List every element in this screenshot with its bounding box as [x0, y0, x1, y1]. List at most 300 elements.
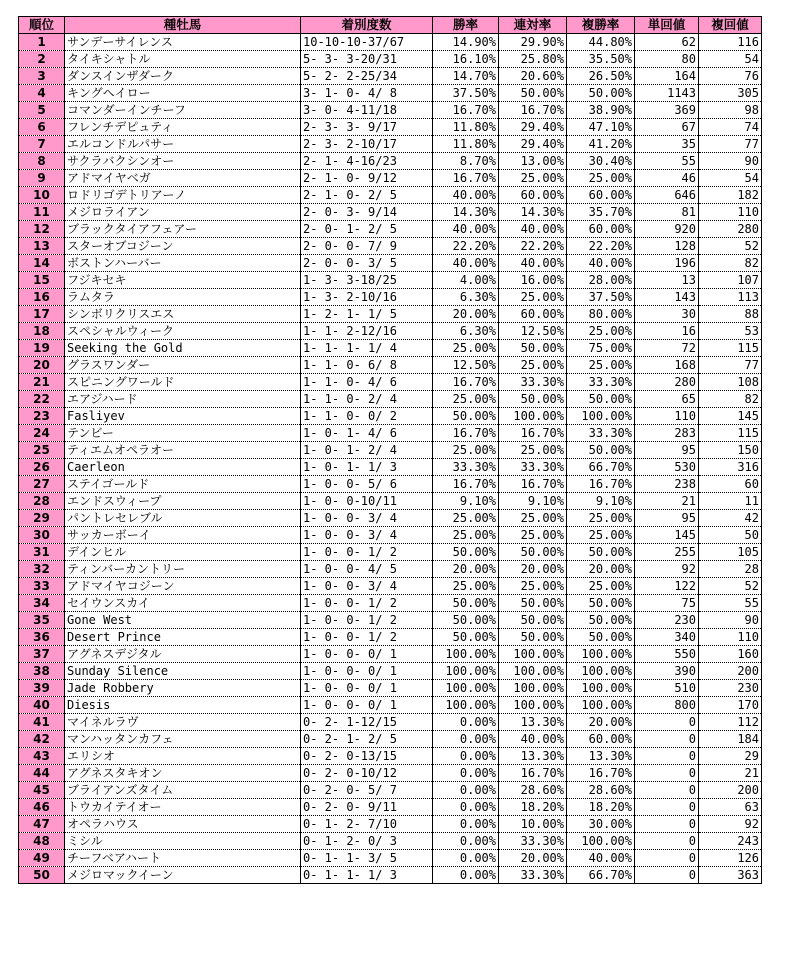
quinella-rate-cell: 33.30% [499, 459, 567, 476]
header-row [19, 17, 762, 34]
record-cell: 1- 0- 0- 1/ 2 [301, 629, 433, 646]
record-cell: 1- 1- 2-12/16 [301, 323, 433, 340]
show-rate-cell: 50.00% [567, 612, 635, 629]
sire-name-cell: マンハッタンカフェ [65, 731, 301, 748]
win-return-cell: 390 [635, 663, 699, 680]
win-return-cell: 46 [635, 170, 699, 187]
table-row [19, 340, 762, 357]
sire-name-cell: Seeking the Gold [65, 340, 301, 357]
win-return-cell: 369 [635, 102, 699, 119]
show-return-cell: 29 [699, 748, 762, 765]
win-rate-cell: 20.00% [433, 561, 499, 578]
show-rate-cell: 40.00% [567, 850, 635, 867]
win-rate-cell: 4.00% [433, 272, 499, 289]
show-return-cell: 82 [699, 255, 762, 272]
win-rate-cell: 6.30% [433, 323, 499, 340]
win-return-cell: 0 [635, 833, 699, 850]
show-return-cell: 243 [699, 833, 762, 850]
quinella-rate-cell: 100.00% [499, 663, 567, 680]
show-return-cell: 90 [699, 153, 762, 170]
sire-name-cell: アグネスタキオン [65, 765, 301, 782]
record-cell: 1- 1- 0- 0/ 2 [301, 408, 433, 425]
rank-cell: 18 [19, 323, 65, 340]
table-row [19, 544, 762, 561]
sire-name-cell: エルコンドルパサー [65, 136, 301, 153]
show-rate-cell: 22.20% [567, 238, 635, 255]
record-cell: 3- 0- 4-11/18 [301, 102, 433, 119]
show-rate-cell: 100.00% [567, 408, 635, 425]
rank-cell: 2 [19, 51, 65, 68]
show-return-cell: 184 [699, 731, 762, 748]
sire-name-cell: エンドスウィープ [65, 493, 301, 510]
sire-name-cell: フレンチデピュティ [65, 119, 301, 136]
show-return-cell: 363 [699, 867, 762, 884]
quinella-rate-cell: 33.30% [499, 867, 567, 884]
table-row [19, 459, 762, 476]
win-return-cell: 280 [635, 374, 699, 391]
win-return-cell: 62 [635, 34, 699, 51]
table-row [19, 833, 762, 850]
win-return-cell: 238 [635, 476, 699, 493]
record-cell: 1- 1- 0- 4/ 6 [301, 374, 433, 391]
rank-cell: 40 [19, 697, 65, 714]
rank-cell: 4 [19, 85, 65, 102]
table-row [19, 408, 762, 425]
win-return-cell: 230 [635, 612, 699, 629]
rank-cell: 41 [19, 714, 65, 731]
win-rate-cell: 0.00% [433, 748, 499, 765]
show-rate-cell: 25.00% [567, 357, 635, 374]
show-rate-cell: 50.00% [567, 391, 635, 408]
quinella-rate-cell: 25.00% [499, 357, 567, 374]
sire-name-cell: Jade Robbery [65, 680, 301, 697]
show-return-cell: 126 [699, 850, 762, 867]
show-rate-cell: 80.00% [567, 306, 635, 323]
show-rate-cell: 33.30% [567, 425, 635, 442]
win-rate-cell: 11.80% [433, 136, 499, 153]
sire-name-cell: サクラバクシンオー [65, 153, 301, 170]
record-cell: 2- 3- 3- 9/17 [301, 119, 433, 136]
show-rate-cell: 50.00% [567, 85, 635, 102]
quinella-rate-cell: 13.30% [499, 714, 567, 731]
rank-cell: 43 [19, 748, 65, 765]
record-cell: 2- 0- 0- 3/ 5 [301, 255, 433, 272]
sire-name-cell: Sunday Silence [65, 663, 301, 680]
show-return-cell: 77 [699, 136, 762, 153]
show-return-cell: 200 [699, 663, 762, 680]
rank-cell: 23 [19, 408, 65, 425]
show-return-cell: 55 [699, 595, 762, 612]
record-cell: 1- 0- 0- 4/ 5 [301, 561, 433, 578]
table-row [19, 850, 762, 867]
show-return-cell: 280 [699, 221, 762, 238]
show-rate-cell: 18.20% [567, 799, 635, 816]
table-row [19, 867, 762, 884]
show-rate-cell: 100.00% [567, 646, 635, 663]
win-return-cell: 0 [635, 765, 699, 782]
rank-cell: 46 [19, 799, 65, 816]
quinella-rate-cell: 14.30% [499, 204, 567, 221]
show-return-cell: 107 [699, 272, 762, 289]
record-cell: 1- 1- 0- 2/ 4 [301, 391, 433, 408]
sire-name-cell: アドマイヤベガ [65, 170, 301, 187]
show-return-cell: 145 [699, 408, 762, 425]
sire-name-cell: テンビー [65, 425, 301, 442]
quinella-rate-cell: 20.60% [499, 68, 567, 85]
quinella-rate-cell: 100.00% [499, 408, 567, 425]
win-return-cell: 67 [635, 119, 699, 136]
record-cell: 1- 0- 1- 1/ 3 [301, 459, 433, 476]
show-return-cell: 316 [699, 459, 762, 476]
table-row [19, 578, 762, 595]
record-cell: 1- 0- 0- 0/ 1 [301, 680, 433, 697]
win-rate-cell: 6.30% [433, 289, 499, 306]
table-row [19, 493, 762, 510]
table-row [19, 612, 762, 629]
rank-cell: 22 [19, 391, 65, 408]
rank-cell: 24 [19, 425, 65, 442]
table-row [19, 119, 762, 136]
record-cell: 1- 0- 0- 5/ 6 [301, 476, 433, 493]
show-rate-cell: 100.00% [567, 833, 635, 850]
table-row [19, 306, 762, 323]
show-rate-cell: 50.00% [567, 442, 635, 459]
show-rate-cell: 13.30% [567, 748, 635, 765]
record-cell: 2- 0- 3- 9/14 [301, 204, 433, 221]
show-rate-cell: 41.20% [567, 136, 635, 153]
sire-name-cell: エリシオ [65, 748, 301, 765]
win-return-cell: 16 [635, 323, 699, 340]
show-rate-cell: 25.00% [567, 527, 635, 544]
quinella-rate-cell: 16.00% [499, 272, 567, 289]
rank-cell: 3 [19, 68, 65, 85]
rank-cell: 7 [19, 136, 65, 153]
show-return-cell: 54 [699, 51, 762, 68]
show-rate-cell: 66.70% [567, 459, 635, 476]
record-cell: 2- 0- 1- 2/ 5 [301, 221, 433, 238]
table-row [19, 714, 762, 731]
show-return-cell: 74 [699, 119, 762, 136]
show-rate-cell: 28.60% [567, 782, 635, 799]
win-rate-cell: 0.00% [433, 731, 499, 748]
rank-cell: 17 [19, 306, 65, 323]
rank-cell: 42 [19, 731, 65, 748]
win-return-cell: 0 [635, 850, 699, 867]
sire-name-cell: マイネルラヴ [65, 714, 301, 731]
win-rate-cell: 25.00% [433, 340, 499, 357]
sire-name-cell: メジロマックイーン [65, 867, 301, 884]
win-return-cell: 95 [635, 442, 699, 459]
win-rate-cell: 0.00% [433, 816, 499, 833]
sire-name-cell: ミシル [65, 833, 301, 850]
show-return-cell: 105 [699, 544, 762, 561]
quinella-rate-cell: 50.00% [499, 629, 567, 646]
rank-cell: 45 [19, 782, 65, 799]
win-rate-cell: 14.90% [433, 34, 499, 51]
quinella-rate-cell: 25.00% [499, 527, 567, 544]
show-rate-cell: 25.00% [567, 578, 635, 595]
record-cell: 10-10-10-37/67 [301, 34, 433, 51]
sire-name-cell: サンデーサイレンス [65, 34, 301, 51]
sire-name-cell: キングヘイロー [65, 85, 301, 102]
sire-name-cell: パントレセレブル [65, 510, 301, 527]
win-rate-cell: 50.00% [433, 612, 499, 629]
rank-cell: 20 [19, 357, 65, 374]
win-rate-cell: 14.30% [433, 204, 499, 221]
quinella-rate-cell: 50.00% [499, 391, 567, 408]
show-rate-cell: 30.00% [567, 816, 635, 833]
show-rate-cell: 25.00% [567, 170, 635, 187]
record-cell: 0- 2- 0-10/12 [301, 765, 433, 782]
header-show-rate: 複勝率 [567, 17, 635, 34]
show-rate-cell: 60.00% [567, 731, 635, 748]
win-return-cell: 0 [635, 816, 699, 833]
win-rate-cell: 40.00% [433, 221, 499, 238]
rank-cell: 25 [19, 442, 65, 459]
sire-name-cell: デインヒル [65, 544, 301, 561]
record-cell: 0- 1- 1- 3/ 5 [301, 850, 433, 867]
rank-cell: 6 [19, 119, 65, 136]
win-rate-cell: 14.70% [433, 68, 499, 85]
rank-cell: 26 [19, 459, 65, 476]
win-return-cell: 196 [635, 255, 699, 272]
win-return-cell: 81 [635, 204, 699, 221]
sire-name-cell: ティエムオペラオー [65, 442, 301, 459]
record-cell: 1- 0- 0- 0/ 1 [301, 646, 433, 663]
quinella-rate-cell: 40.00% [499, 255, 567, 272]
win-rate-cell: 25.00% [433, 527, 499, 544]
record-cell: 5- 2- 2-25/34 [301, 68, 433, 85]
show-rate-cell: 30.40% [567, 153, 635, 170]
show-return-cell: 90 [699, 612, 762, 629]
sire-name-cell: Caerleon [65, 459, 301, 476]
sire-name-cell: Gone West [65, 612, 301, 629]
show-return-cell: 52 [699, 578, 762, 595]
sire-name-cell: ボストンハーバー [65, 255, 301, 272]
show-rate-cell: 28.00% [567, 272, 635, 289]
quinella-rate-cell: 50.00% [499, 544, 567, 561]
table-row [19, 289, 762, 306]
table-row [19, 34, 762, 51]
win-return-cell: 283 [635, 425, 699, 442]
quinella-rate-cell: 29.90% [499, 34, 567, 51]
record-cell: 1- 0- 0- 1/ 2 [301, 544, 433, 561]
win-rate-cell: 0.00% [433, 714, 499, 731]
sire-name-cell: ダンスインザダーク [65, 68, 301, 85]
win-rate-cell: 25.00% [433, 391, 499, 408]
quinella-rate-cell: 12.50% [499, 323, 567, 340]
win-return-cell: 145 [635, 527, 699, 544]
show-return-cell: 63 [699, 799, 762, 816]
table-row [19, 629, 762, 646]
win-return-cell: 340 [635, 629, 699, 646]
win-return-cell: 30 [635, 306, 699, 323]
win-return-cell: 0 [635, 782, 699, 799]
win-rate-cell: 50.00% [433, 595, 499, 612]
win-return-cell: 65 [635, 391, 699, 408]
header-show-return: 複回値 [699, 17, 762, 34]
table-row [19, 731, 762, 748]
win-return-cell: 128 [635, 238, 699, 255]
win-rate-cell: 0.00% [433, 765, 499, 782]
sire-name-cell: タイキシャトル [65, 51, 301, 68]
show-return-cell: 182 [699, 187, 762, 204]
table-row [19, 646, 762, 663]
win-return-cell: 35 [635, 136, 699, 153]
sire-name-cell: ブライアンズタイム [65, 782, 301, 799]
win-return-cell: 55 [635, 153, 699, 170]
rank-cell: 12 [19, 221, 65, 238]
win-rate-cell: 50.00% [433, 544, 499, 561]
show-return-cell: 108 [699, 374, 762, 391]
table-row [19, 323, 762, 340]
quinella-rate-cell: 20.00% [499, 850, 567, 867]
show-return-cell: 82 [699, 391, 762, 408]
show-return-cell: 110 [699, 629, 762, 646]
sire-name-cell: シンボリクリスエス [65, 306, 301, 323]
show-return-cell: 52 [699, 238, 762, 255]
quinella-rate-cell: 25.80% [499, 51, 567, 68]
quinella-rate-cell: 100.00% [499, 697, 567, 714]
quinella-rate-cell: 25.00% [499, 510, 567, 527]
record-cell: 1- 3- 3-18/25 [301, 272, 433, 289]
header-record: 着別度数 [301, 17, 433, 34]
quinella-rate-cell: 33.30% [499, 833, 567, 850]
win-rate-cell: 16.70% [433, 476, 499, 493]
win-rate-cell: 50.00% [433, 408, 499, 425]
table-row [19, 765, 762, 782]
win-rate-cell: 9.10% [433, 493, 499, 510]
quinella-rate-cell: 29.40% [499, 119, 567, 136]
table-row [19, 272, 762, 289]
quinella-rate-cell: 40.00% [499, 221, 567, 238]
quinella-rate-cell: 40.00% [499, 731, 567, 748]
sire-name-cell: ステイゴールド [65, 476, 301, 493]
show-return-cell: 200 [699, 782, 762, 799]
rank-cell: 1 [19, 34, 65, 51]
quinella-rate-cell: 9.10% [499, 493, 567, 510]
show-rate-cell: 38.90% [567, 102, 635, 119]
win-return-cell: 0 [635, 748, 699, 765]
quinella-rate-cell: 20.00% [499, 561, 567, 578]
show-rate-cell: 60.00% [567, 221, 635, 238]
win-return-cell: 110 [635, 408, 699, 425]
rank-cell: 31 [19, 544, 65, 561]
show-rate-cell: 50.00% [567, 629, 635, 646]
record-cell: 1- 0- 1- 2/ 4 [301, 442, 433, 459]
record-cell: 0- 2- 0-13/15 [301, 748, 433, 765]
rank-cell: 9 [19, 170, 65, 187]
table-row [19, 561, 762, 578]
header-sire: 種牡馬 [65, 17, 301, 34]
win-rate-cell: 25.00% [433, 510, 499, 527]
show-rate-cell: 100.00% [567, 680, 635, 697]
sire-name-cell: スペシャルウィーク [65, 323, 301, 340]
rank-cell: 27 [19, 476, 65, 493]
header-quinella-rate: 連対率 [499, 17, 567, 34]
sire-name-cell: ラムタラ [65, 289, 301, 306]
win-rate-cell: 100.00% [433, 680, 499, 697]
win-rate-cell: 22.20% [433, 238, 499, 255]
rank-cell: 32 [19, 561, 65, 578]
quinella-rate-cell: 25.00% [499, 578, 567, 595]
rank-cell: 8 [19, 153, 65, 170]
table-row [19, 391, 762, 408]
win-return-cell: 168 [635, 357, 699, 374]
table-row [19, 136, 762, 153]
quinella-rate-cell: 50.00% [499, 595, 567, 612]
sire-name-cell: トウカイテイオー [65, 799, 301, 816]
sire-name-cell: Fasliyev [65, 408, 301, 425]
quinella-rate-cell: 25.00% [499, 170, 567, 187]
sire-name-cell: Diesis [65, 697, 301, 714]
table-row [19, 374, 762, 391]
record-cell: 1- 0- 0- 3/ 4 [301, 527, 433, 544]
show-rate-cell: 35.70% [567, 204, 635, 221]
record-cell: 2- 1- 4-16/23 [301, 153, 433, 170]
show-rate-cell: 35.50% [567, 51, 635, 68]
rank-cell: 50 [19, 867, 65, 884]
win-return-cell: 0 [635, 867, 699, 884]
win-rate-cell: 16.70% [433, 170, 499, 187]
win-rate-cell: 100.00% [433, 697, 499, 714]
show-return-cell: 76 [699, 68, 762, 85]
show-return-cell: 98 [699, 102, 762, 119]
sire-ranking-table [18, 16, 762, 884]
quinella-rate-cell: 18.20% [499, 799, 567, 816]
table-body [19, 34, 762, 884]
show-return-cell: 116 [699, 34, 762, 51]
table-row [19, 442, 762, 459]
rank-cell: 19 [19, 340, 65, 357]
win-return-cell: 1143 [635, 85, 699, 102]
win-return-cell: 75 [635, 595, 699, 612]
win-rate-cell: 16.70% [433, 374, 499, 391]
show-rate-cell: 50.00% [567, 595, 635, 612]
win-return-cell: 72 [635, 340, 699, 357]
quinella-rate-cell: 50.00% [499, 85, 567, 102]
win-return-cell: 550 [635, 646, 699, 663]
show-rate-cell: 100.00% [567, 663, 635, 680]
table-row [19, 102, 762, 119]
record-cell: 1- 0- 0- 1/ 2 [301, 595, 433, 612]
record-cell: 0- 1- 1- 1/ 3 [301, 867, 433, 884]
rank-cell: 13 [19, 238, 65, 255]
table-row [19, 204, 762, 221]
rank-cell: 48 [19, 833, 65, 850]
record-cell: 3- 1- 0- 4/ 8 [301, 85, 433, 102]
record-cell: 0- 1- 2- 7/10 [301, 816, 433, 833]
win-rate-cell: 0.00% [433, 782, 499, 799]
show-return-cell: 230 [699, 680, 762, 697]
table-row [19, 255, 762, 272]
rank-cell: 49 [19, 850, 65, 867]
record-cell: 1- 0- 0- 0/ 1 [301, 663, 433, 680]
record-cell: 0- 2- 0- 5/ 7 [301, 782, 433, 799]
quinella-rate-cell: 10.00% [499, 816, 567, 833]
quinella-rate-cell: 25.00% [499, 289, 567, 306]
table-row [19, 68, 762, 85]
rank-cell: 16 [19, 289, 65, 306]
win-rate-cell: 100.00% [433, 663, 499, 680]
table-row [19, 238, 762, 255]
win-rate-cell: 37.50% [433, 85, 499, 102]
win-return-cell: 164 [635, 68, 699, 85]
rank-cell: 11 [19, 204, 65, 221]
show-rate-cell: 66.70% [567, 867, 635, 884]
rank-cell: 37 [19, 646, 65, 663]
sire-name-cell: チーフベアハート [65, 850, 301, 867]
